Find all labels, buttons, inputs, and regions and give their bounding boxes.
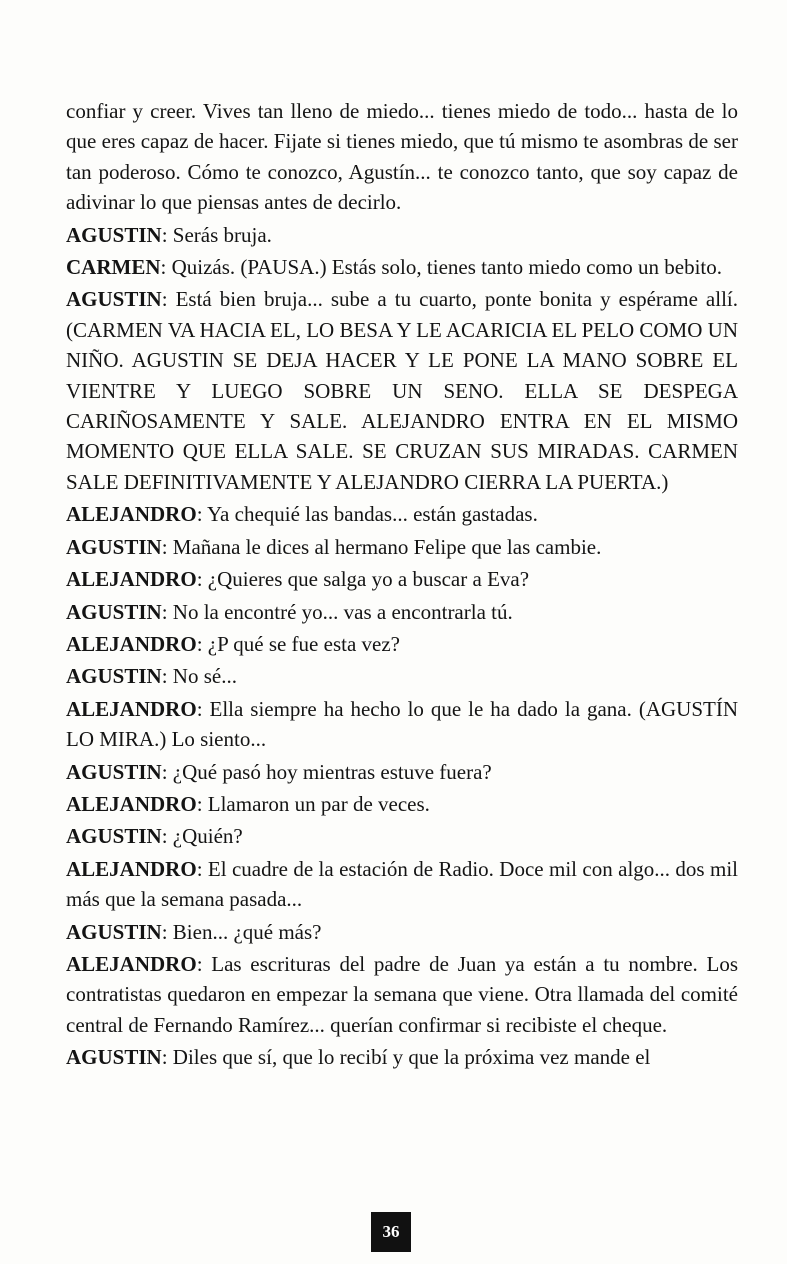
paragraph [66, 821, 738, 851]
page-number: 36 [371, 1212, 411, 1252]
speaker-name: AGUSTIN [66, 664, 162, 689]
dialogue-text: : Llamaron un par de veces. [196, 791, 430, 816]
speaker-name: ALEJANDRO [66, 631, 197, 656]
paragraph [66, 789, 738, 819]
paragraph [66, 284, 738, 497]
paragraph [66, 252, 738, 282]
dialogue-text: : ¿Qué pasó hoy mientras estuve fuera? [161, 759, 492, 784]
dialogue-text: : Serás bruja. [161, 222, 272, 247]
dialogue-text: : El cuadre de la estación de Radio. Doce mil con algo... dos mil más que la semana pasada... [66, 856, 738, 912]
dialogue-text: : Las escrituras del padre de Juan ya están a tu nombre. Los contratistas quedaron en empezar la semana que viene. Otra llamada del comité central de Fernando Ramírez... querían confirmar si recibiste el cheque. [66, 951, 738, 1037]
speaker-name: AGUSTIN [66, 759, 162, 784]
page-text [66, 96, 738, 1075]
paragraph [66, 1042, 738, 1072]
dialogue-text: : ¿Quieres que salga yo a buscar a Eva? [196, 567, 530, 592]
dialogue-text: : ¿P qué se fue esta vez? [196, 631, 400, 656]
speaker-name: AGUSTIN [66, 1045, 162, 1070]
speaker-name: ALEJANDRO [66, 856, 197, 881]
dialogue-text: : Ella siempre ha hecho lo que le ha dado la gana. (AGUSTÍN LO MIRA.) Lo siento... [66, 696, 738, 752]
dialogue-text: : Mañana le dices al hermano Felipe que las cambie. [161, 534, 602, 559]
speaker-name: ALEJANDRO [66, 696, 197, 721]
paragraph [66, 564, 738, 594]
dialogue-text: : ¿Quién? [161, 824, 243, 849]
speaker-name: ALEJANDRO [66, 791, 197, 816]
speaker-name: CARMEN [66, 255, 161, 280]
paragraph [66, 532, 738, 562]
dialogue-text: : Ya chequié las bandas... están gastadas. [196, 502, 538, 527]
speaker-name: ALEJANDRO [66, 951, 197, 976]
paragraph [66, 949, 738, 1040]
paragraph [66, 694, 738, 755]
speaker-name: AGUSTIN [66, 534, 162, 559]
speaker-name: ALEJANDRO [66, 502, 197, 527]
dialogue-text: : Diles que sí, que lo recibí y que la próxima vez mande el [161, 1045, 651, 1070]
paragraph [66, 220, 738, 250]
speaker-name: AGUSTIN [66, 919, 162, 944]
paragraph [66, 96, 738, 218]
dialogue-text: : No la encontré yo... vas a encontrarla tú. [161, 599, 513, 624]
speaker-name: AGUSTIN [66, 599, 162, 624]
dialogue-text: : Quizás. (PAUSA.) Estás solo, tienes tanto miedo como un bebito. [160, 255, 723, 280]
dialogue-text: : No sé... [161, 664, 237, 689]
paragraph [66, 629, 738, 659]
speaker-name: AGUSTIN [66, 222, 162, 247]
paragraph [66, 597, 738, 627]
paragraph [66, 661, 738, 691]
speaker-name: AGUSTIN [66, 287, 162, 312]
paragraph [66, 499, 738, 529]
speaker-name: AGUSTIN [66, 824, 162, 849]
paragraph [66, 757, 738, 787]
dialogue-text: confiar y creer. Vives tan lleno de miedo... tienes miedo de todo... hasta de lo que eres capaz de hacer. Fijate si tienes miedo, que tú mismo te asombras de ser tan poderoso. Cómo te conozco, Agustín... te conozco tanto, que soy capaz de adivinar lo que piensas antes de decirlo. [66, 99, 738, 215]
dialogue-text: : Está bien bruja... sube a tu cuarto, ponte bonita y espérame allí. (CARMEN VA HACIA EL, LO BESA Y LE ACARICIA EL PELO COMO UN NIÑO. AGUSTIN SE DEJA HACER Y LE PONE LA MANO SOBRE EL VIENTRE Y LUEGO SOBRE UN SENO. ELLA SE DESPEGA CARIÑOSAMENTE Y SALE. ALEJANDRO ENTRA EN EL MISMO MOMENTO QUE ELLA SALE. SE CRUZAN SUS MIRADAS. CARMEN SALE DEFINITIVAMENTE Y ALEJANDRO CIERRA LA PUERTA.) [66, 287, 738, 494]
speaker-name: ALEJANDRO [66, 567, 197, 592]
paragraph [66, 854, 738, 915]
dialogue-text: : Bien... ¿qué más? [161, 919, 322, 944]
paragraph [66, 917, 738, 947]
